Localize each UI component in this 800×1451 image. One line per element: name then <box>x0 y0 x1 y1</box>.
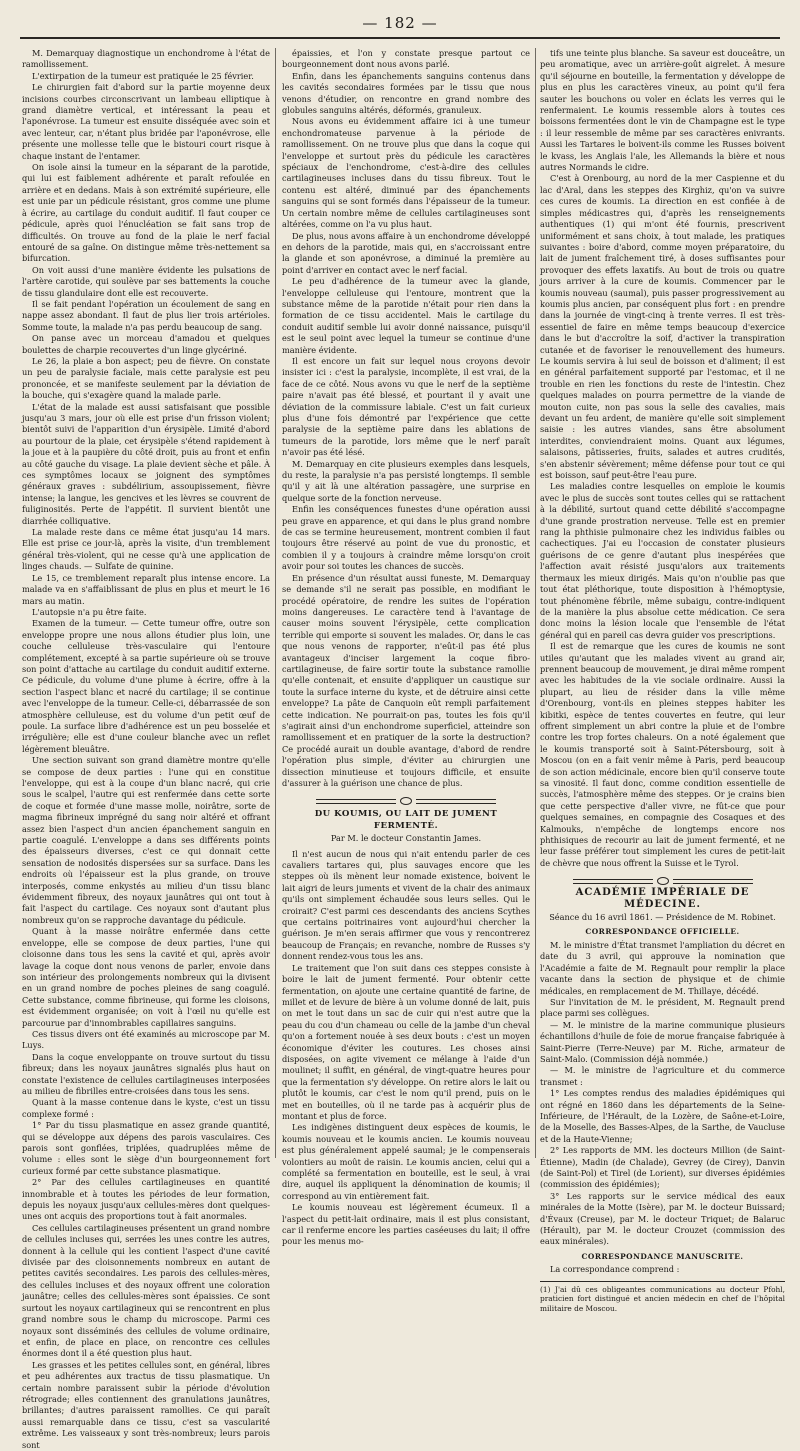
paragraph: Dans la coque enveloppante on trouve surtout du tissu fibreux; dans les noyaux jaunâtres signalés plus haut on constate l'existence de cellules cartilagineuses interposées au milieu de fibrilles entre-croisées dans tous les sens. <box>22 1051 270 1096</box>
section-ornament <box>282 795 530 803</box>
paragraph: M. le ministre d'État transmet l'ampliation du décret en date du 3 avril, qui approuve la nomination que l'Académie a faite de M. Regnault pour remplir la place vacante dans la section de physique et de chimie médicales, en remplacement de M. Thillaye, décédé. <box>540 939 785 996</box>
paragraph: C'est à Orenbourg, au nord de la mer Caspienne et du lac d'Aral, dans les steppes des Kirghiz, qu'on va suivre ces cures de koumis. La direction en est confiée à de simples médicastres qui, d'après les renseignements authentiques (1) qui m'ont été fournis, prescrivent uniformément et sans choix, à tout malade, les pratiques suivantes : boire d'abord, comme moyen préparatoire, du lait de jument fraîchement tiré, à doses suffisantes pour provoquer des effets laxatifs. Au bout de trois ou quatre jours arriver à la cure de koumis. Commencer par le koumis nouveau (saumal), puis passer progressivement au koumis plus ancien, par conséquent plus fort : en prendre dans la journée de vingt-cinq à trente verres. Il est très-essentiel de faire en même temps beaucoup d'exercice dans le but d'accroître la soif, d'activer la transpiration cutanée et de favoriser le renouvellement des humeurs. Le koumis servira à lui seul de boisson et d'aliment; il est en général parfaitement supporté par l'estomac, et il ne trouble en rien les fonctions du reste de l'intestin. Chez quelques malades on pourra permettre de la viande de mouton cuite, non pas sous la selle des cavalies, mais devant un feu ardent, de manière qu'elle soit simplement saisie : les autres viandes, sans être absolument interdites, conviendraient moins. Quant aux légumes, salaisons, pâtisseries, fruits, salades et autres crudités, s'en abstenir sévèrement; même défense pour tout ce qui est boisson, sauf peut-être l'eau pure. <box>540 173 785 481</box>
paragraph: M. Demarquay diagnostique un enchondrome à l'état de ramollissement. <box>22 48 270 70</box>
column-divider <box>275 48 276 1158</box>
paragraph: Le peu d'adhérence de la tumeur avec la glande, l'enveloppe celluleuse qui l'entoure, montrent que la substance même de la parotide n'était pour rien dans la formation de ce tissu accidentel. Mais le cartilage du conduit auditif semble lui avoir donné naissance, puisqu'il est le seul point avec lequel la tumeur se continue d'une manière évidente. <box>282 276 530 355</box>
paragraph: épaissies, et l'on y constate presque partout ce bourgeonnement dont nous avons parlé. <box>282 48 530 70</box>
article-byline: Par M. le docteur Constantin James. <box>330 833 482 844</box>
page-number: — 182 — <box>362 14 438 32</box>
paragraph: tifs une teinte plus blanche. Sa saveur est douceâtre, un peu aromatique, avec un arrière-goût aigrelet. À mesure qu'il séjourne en bouteille, la fermentation y développe de plus en plus les caractères vineux, au point qu'il fera sauter les bouchons ou voler en éclats les verres qui le renfermaient. Le koumis ressemble alors à toutes ces boissons fermentées dont le vin de Champagne est le type : il leur ressemble de même par ses caractères enivrants. Aussi les Tartares le boivent-ils comme les Russes boivent le kvass, les Anglais l'ale, les Allemands la bière et nous autres Normands le cidre. <box>540 48 785 173</box>
paragraph: Nous avons eu évidemment affaire ici à une tumeur enchondromateuse parvenue à la période de ramollissement. On ne trouve plus que dans la coque qui l'enveloppe et surtout près du pédicule les caractères spéciaux de l'enchondrome, c'est-à-dire des cellules cartilagineuses incluses dans du tissu fibreux. Tout le contenu est altéré, diminué par des épanchements sanguins qui se sont formés dans l'épaisseur de la tumeur. Un certain nombre même de cellules cartilagineuses sont altérées, comme on l'a vu plus haut. <box>282 116 530 230</box>
paragraph: Ces cellules cartilagineuses présentent un grand nombre de cellules incluses qui, serrées les unes contre les autres, donnent à la cellule qui les contient l'aspect d'une cavité divisée par des cloisonnements nombreux en autant de petites cavités secondaires. Les parois des cellules-mères, des cellules incluses et des noyaux offrent une coloration jaunâtre; celles des cellules-mères sont épaissies. Ce sont surtout les noyaux cartilagineux qui se rencontrent en plus grand nombre sous le champ du microscope. Parmi ces noyaux sont disséminés des cellules de volume ordinaire, et enfin, de place en place, on rencontre ces cellules énormes dont il a été question plus haut. <box>22 1222 270 1359</box>
paragraph: 2° Par des cellules cartilagineuses en quantité innombrable et à toutes les périodes de leur formation, depuis les noyaux jusqu'aux cellules-mères dont quelques-unes ont acquis des proportions tout à fait anormales. <box>22 1177 270 1222</box>
paragraph: Il se fait pendant l'opération un écoulement de sang en nappe assez abondant. Il faut de plus lier trois artérioles. Somme toute, la malade n'a pas perdu beaucoup de sang. <box>22 298 270 332</box>
paragraph: Quant à la masse contenue dans le kyste, c'est un tissu complexe formé : <box>22 1097 270 1119</box>
official-correspondence-heading: CORRESPONDANCE OFFICIELLE. <box>585 927 740 937</box>
article-title: DU KOUMIS, OU LAIT DE JUMENT FERMENTÉ. <box>314 809 498 831</box>
paragraph: Le 15, ce tremblement reparaît plus intense encore. La malade va en s'affaiblissant de plus en plus et meurt le 16 mars au matin. <box>22 572 270 606</box>
paragraph: Enfin les conséquences funestes d'une opération aussi peu grave en apparence, et qui dans le plus grand nombre de cas se termine heureusement, montrent combien il faut toujours être réservé au point de vue du pronostic, et combien il y a toujours à craindre même lorsqu'on croit avoir pour soi toutes les chances de succès. <box>282 504 530 572</box>
column-3 <box>540 48 785 1313</box>
paragraph: 3° Les rapports sur le service médical des eaux minérales de la Motte (Isère), par M. le docteur Buissard; d'Évaux (Creuse), par M. le docteur Triquet; de Balaruc (Hérault), par M. le docteur Crouzet (commission des eaux minérales). <box>540 1190 785 1247</box>
paragraph: Il est encore un fait sur lequel nous croyons devoir insister ici : c'est la paralysie, incomplète, il est vrai, de la face de ce côté. Nous avons vu que le nerf de la septième paire n'avait pas été blessé, et pourtant il y avait une déviation de la commissure labiale. C'est un fait curieux plus d'une fois démontré par l'expérience que cette paralysie de la septième paire dans les ablations de tumeurs de la parotide, lors même que le nerf paraît n'avoir pas été lésé. <box>282 355 530 458</box>
paragraph: On voit aussi d'une manière évidente les pulsations de l'artère carotide, qui soulève par ses battements la couche de tissu glandulaire dont elle est recouverte. <box>22 264 270 298</box>
column-2-text-a <box>282 48 530 789</box>
paragraph: — M. le ministre de l'agriculture et du commerce transmet : <box>540 1065 785 1087</box>
section-ornament <box>540 875 785 883</box>
paragraph: Examen de la tumeur. — Cette tumeur offre, outre son enveloppe propre une nous allons étudier plus loin, une couche celluleuse très-vasculaire qui l'entoure complétement, excepté à sa partie supérieure où se trouve son point d'attache au cartilage du conduit auditif externe. Ce pédicule, du volume d'une plume à écrire, offre à la section l'aspect blanc et nacré du cartilage; il se continue avec l'enveloppe de la tumeur. Celle-ci, débarrassée de son atmosphère celluleuse, est du volume d'un petit œuf de poule. La surface libre d'adhérence est un peu bosselée et irrégulière; elle est d'une couleur blanche avec un reflet légèrement bleuâtre. <box>22 618 270 754</box>
paragraph: La correspondance comprend : <box>550 1264 680 1275</box>
paragraph: Les maladies contre lesquelles on emploie le koumis avec le plus de succès sont toutes celles qui se rattachent à la débilité, surtout quand cette débilité s'accompagne d'une grande prostration nerveuse. Telle est en premier rang la phthisie pulmonaire chez les individus faibles ou cachectiques. J'ai eu l'occasion de constater plusieurs guérisons de ce genre d'autant plus inespérées que l'affection avait résisté jusqu'alors aux traitements thermaux les mieux dirigés. Mais qu'on n'oublie pas que tout état pléthorique, toute disposition à l'hémoptysie, tout phénomène fébrile, même subaigu, contre-indiquent de la manière la plus absolue cette médication. Ce sera donc moins la lésion locale que l'ensemble de l'état général qui en pareil cas devra guider vos prescriptions. <box>540 481 785 640</box>
column-3-text-c <box>540 1264 785 1275</box>
column-1 <box>22 48 270 1450</box>
paragraph: On isole ainsi la tumeur en la séparant de la parotide, qui lui est faiblement adhérente et paraît refoulée en arrière et en dedans. Mais à son extrémité supérieure, elle est unie par un pédicule résistant, gros comme une plume à écrire, au cartilage du conduit auditif. Il faut couper ce pédicule, après quoi l'énucléation se fait sans trop de difficultés. On trouve au fond de la plaie le nerf facial entouré de sa gaîne. On distingue même très-nettement sa bifurcation. <box>22 162 270 264</box>
paragraph: Les grasses et les petites cellules sont, en général, libres et peu adhérentes aux tractus de tissu plasmatique. Un certain nombre paraissent subir la période d'évolution rétrograde; elles contiennent des granulations jaunâtres, brillantes; d'autres paraissent ramollies. Ce qui paraît aussi remarquable dans ce tissu, c'est sa vascularité extrême. Les vaisseaux y sont très-nombreux; leurs parois sont <box>22 1359 270 1450</box>
column-2-text-b <box>282 849 530 1248</box>
academy-heading: ACADÉMIE IMPÉRIALE DE MÉDECINE. <box>575 887 750 910</box>
paragraph: Enfin, dans les épanchements sanguins contenus dans les cavités secondaires formées par le tissu que nous venons d'étudier, on rencontre en grand nombre des globules sanguins altérés, déformés, granuleux. <box>282 70 530 116</box>
paragraph: Sur l'invitation de M. le président, M. Regnault prend place parmi ses collègues. <box>540 996 785 1019</box>
paragraph: M. Demarquay en cite plusieurs exemples dans lesquels, du reste, la paralysie n'a pas persisté longtemps. Il semble qu'il y ait là une altération passagère, une surprise en quelque sorte de la fonction nerveuse. <box>282 458 530 503</box>
paragraph: De plus, nous avons affaire à un enchondrome développé en dehors de la parotide, mais qui, en s'accroissant entre la glande et son aponévrose, a diminué la première au point d'arriver en contact avec le nerf facial. <box>282 230 530 275</box>
column-2 <box>282 48 530 1247</box>
paragraph: Le traitement que l'on suit dans ces steppes consiste à boire le lait de jument fermenté. Pour obtenir cette fermentation, on ajoute une certaine quantité de farine, de millet et de levure de bière à un volume donné de lait, puis on met le tout dans un sac de cuir qui n'est autre que la peau du cou d'un chameau ou celle de la jambe d'un cheval qu'on a fortement nouée à ses deux bouts : c'est un moyen économique d'éviter les coutures. Les choses ainsi disposées, on agite vivement ce mélange à l'aide d'un moulinet; il suffit, en général, de vingt-quatre heures pour que la fermentation s'y développe. On retire alors le lait ou plutôt le koumis, car c'est le nom qu'il prend, puis on le met en bouteilles, où il ne tarde pas à acquérir plus de montant et plus de force. <box>282 962 530 1121</box>
paragraph: Le chirurgien fait d'abord sur la partie moyenne deux incisions courbes circonscrivant un lambeau elliptique à grand diamètre vertical, et intéressant la peau et l'aponévrose. La tumeur est ensuite disséquée avec soin et avec lenteur, car, n'étant plus bridée par l'aponévrose, elle présente une mollesse telle que le bistouri court risque à chaque instant de l'entamer. <box>22 82 270 161</box>
paragraph: 1° Les comptes rendus des maladies épidémiques qui ont régné en 1860 dans les départements de la Seine-Inférieure, de l'Hérault, de la Lozère, de Saône-et-Loire, de la Moselle, des Basses-Alpes, de la Sarthe, de Vaucluse et de la Haute-Vienne; <box>540 1088 785 1144</box>
paragraph: Ces tissus divers ont été examinés au microscope par M. Luys. <box>22 1028 270 1051</box>
paragraph: On panse avec un morceau d'amadou et quelques boulettes de charpie recouvertes d'un linge glycériné. <box>22 333 270 355</box>
header-rule <box>20 37 780 39</box>
paragraph: Les indigènes distinguent deux espèces de koumis, le koumis nouveau et le koumis ancien. Le koumis nouveau est plus généralement appelé saumal; je le compenserais volontiers au moût de raisin. Le koumis ancien, celui qui a complété sa fermentation en bouteille, est le seul, à vrai dire, auquel ils appliquent la dénomination de koumis; il correspond au vin entièrement fait. <box>282 1122 530 1201</box>
paragraph: 1° Par du tissu plasmatique en assez grande quantité, qui se développe aux dépens des parois vasculaires. Ces parois sont gonflées, triplées, quadruplées même de volume : elles sont le siège d'un bourgeonnement fort curieux formé par cette substance plasmatique. <box>22 1120 270 1176</box>
manuscript-correspondence-heading: CORRESPONDANCE MANUSCRITE. <box>581 1251 744 1261</box>
paragraph: Il est de remarque que les cures de koumis ne sont utiles qu'autant que les malades vivent au grand air, prennent beaucoup de mouvement, je dirai même rompent avec les habitudes de la vie sociale ordinaire. Aussi la plupart, au lieu de résider dans la ville même d'Orenbourg, vont-ils en pleines steppes habiter les kibitki, espèce de tentes couvertes en feutre, qui leur offrent simplement un abri contre la pluie et de l'ombre contre les trop fortes chaleurs. On a noté également que le koumis transporté soit à Saint-Pétersbourg, soit à Moscou (on en a fait venir même à Paris, perd beaucoup de son action médicinale, encore bien qu'il conserve toute sa vinosité. Il faut donc, comme condition essentielle de succès, l'atmosphère même des steppes. Or je crains bien que cette perspective d'aller vivre, ne fût-ce que pour quelques semaines, en compagnie des Cosaques et des Kalmouks, n'empêche de longtemps encore nos phthisiques de recourir au lait de jument fermenté, et ne leur fasse préférer tout simplement les cures de petit-lait de chèvre que nous offrent la Suisse et le Tyrol. <box>540 641 785 868</box>
paragraph: L'extirpation de la tumeur est pratiquée le 25 février. <box>32 70 254 81</box>
column-3-text-b <box>540 940 785 1248</box>
paragraph: Une section suivant son grand diamètre montre qu'elle se compose de deux parties : l'une qui en constitue l'enveloppe, qui est à la coupe d'un blanc nacré, qui crie sous le scalpel, l'autre qui est renfermée dans cette sorte de coque et formée d'une masse molle, noirâtre, sorte de magma fibrineux imprégné du sang noir altéré et offrant assez bien l'aspect d'un ancien épanchement sanguin en partie coagulé. L'enveloppe a dans ses différents points des épaisseurs diverses, c'est ce qui donnait cette sensation de nodosités dispersées sur sa surface. Dans les endroits où l'épaisseur est la plus grande, on trouve interposés, comme enkystés au milieu d'un tissu blanc évidemment fibreux, des noyaux jaunâtres qui ont tout à fait l'aspect du cartilage. Ces noyaux sont d'autant plus nombreux qu'on se rapproche davantage du pédicule. <box>22 755 270 925</box>
session-line: Séance du 16 avril 1861. — Présidence de M. Robinet. <box>549 912 776 923</box>
footnote: (1) J'ai dû ces obligeantes communications au docteur Pfohl, praticien fort distingué et ancien médecin en chef de l'hôpital militaire de Moscou. <box>540 1281 785 1314</box>
paragraph: Il n'est aucun de nous qui n'ait entendu parler de ces cavaliers tartares qui, plus sauvages encore que les steppes où ils mènent leur nomade existence, boivent le lait aigri de leurs juments et vivent de la chair des animaux qu'ils ont simplement échaudée sous leurs selles. Qui le croirait? C'est parmi ces descendants des anciens Scythes que certains poitrinaires vont aujourd'hui chercher la guérison. Je m'en serais affirmer que vous y rencontrerez beaucoup de Français; en revanche, nombre de Russes s'y donnent rendez-vous tous les ans. <box>282 848 530 962</box>
paragraph: En présence d'un résultat aussi funeste, M. Demarquay se demande s'il ne serait pas possible, en modifiant le procédé opératoire, de rendre les suites de l'opération moins dangereuses. Le caractère tend à l'avantage de causer moins souvent l'érysipèle, cette complication terrible qui emporte si souvent les malades. Or, dans le cas que nous venons de rapporter, n'eût-il pas été plus avantageux d'inciser largement la coque fibro-cartilagineuse, de faire sortir toute la substance ramollie qu'elle contenait, et ensuite d'appliquer un caustique sur toute la surface interne du kyste, et de détruire ainsi cette enveloppe? La pâte de Canquoin eût rempli parfaitement cette indication. Ne pourrait-on pas, toutes les fois qu'il s'agirait ainsi d'un enchondrome superficiel, atteindre son ramollissement et en pratiquer de la sorte la destruction? Ce procédé aurait un double avantage, d'abord de rendre l'opération plus simple, d'éviter au chirurgien une dissection minutieuse et toujours difficile, et ensuite d'assurer à la guérison une chance de plus. <box>282 572 530 788</box>
paragraph: 2° Les rapports de MM. les docteurs Million (de Saint-Étienne), Madin (de Chalade), Gevrey (de Cirey), Danvin (de Saint-Pol) et Tirel (de Lorient), sur diverses épidémies (commission des épidémies); <box>540 1145 785 1190</box>
column-3-text-a <box>540 48 785 869</box>
paragraph: L'état de la malade est aussi satisfaisant que possible jusqu'au 3 mars, jour où elle est prise d'un frisson violent; bientôt suivi de l'apparition d'un érysipèle. Limité d'abord au pourtour de la plaie, cet érysipèle s'étend rapidement à la joue et à la paupière du côté droit, puis au front et enfin au côté gauche du visage. La plaie devient sèche et pâle. À ces symptômes locaux se joignent des symptômes généraux graves : subdélirium, assoupissement, fièvre intense; la langue, les gencives et les lèvres se couvrent de fuliginosités. Perte de l'appétit. Il survient bientôt une diarrhée colliquative. <box>22 401 270 526</box>
paragraph: Le koumis nouveau est légèrement écumeux. Il a l'aspect du petit-lait ordinaire, mais il est plus consistant, car il renferme encore les parties caséeuses du lait; il offre pour les menus mo- <box>282 1202 530 1247</box>
paragraph: L'autopsie n'a pu être faite. <box>32 606 147 617</box>
paragraph: Quant à la masse noirâtre enfermée dans cette enveloppe, elle se compose de deux parties, l'une qui cloisonne dans tous les sens la cavité et qui, après avoir lavage la coque dont nous venons de parler, envoie dans son intérieur des prolongements nombreux qui la divisent en un grand nombre de poches pleines de sang coagulé. Cette substance, comme fibrineuse, qui forme les cloisons, est évidemment organisée; on voit à l'œil nu qu'elle est parcourue par d'innombrables capillaires sanguins. <box>22 926 270 1028</box>
paragraph: Le 26, la plaie a bon aspect; peu de fièvre. On constate un peu de paralysie faciale, mais cette paralysie est peu prononcée, et se manifeste seulement par la déviation de la bouche, qui s'exagère quand la malade parle. <box>22 355 270 401</box>
paragraph: — M. le ministre de la marine communique plusieurs échantillons d'huile de foie de morue française fabriquée à Saint-Pierre (Terre-Neuve) par M. Riche, armateur de Saint-Malo. (Commission déjà nommée.) <box>540 1019 785 1064</box>
paragraph: La malade reste dans ce même état jusqu'au 14 mars. Elle est prise ce jour-là, après la visite, d'un tremblement général très-violent, qui ne cesse qu'à une application de linges chauds. — Sulfate de quinine. <box>22 527 270 572</box>
column-divider <box>535 48 536 1158</box>
